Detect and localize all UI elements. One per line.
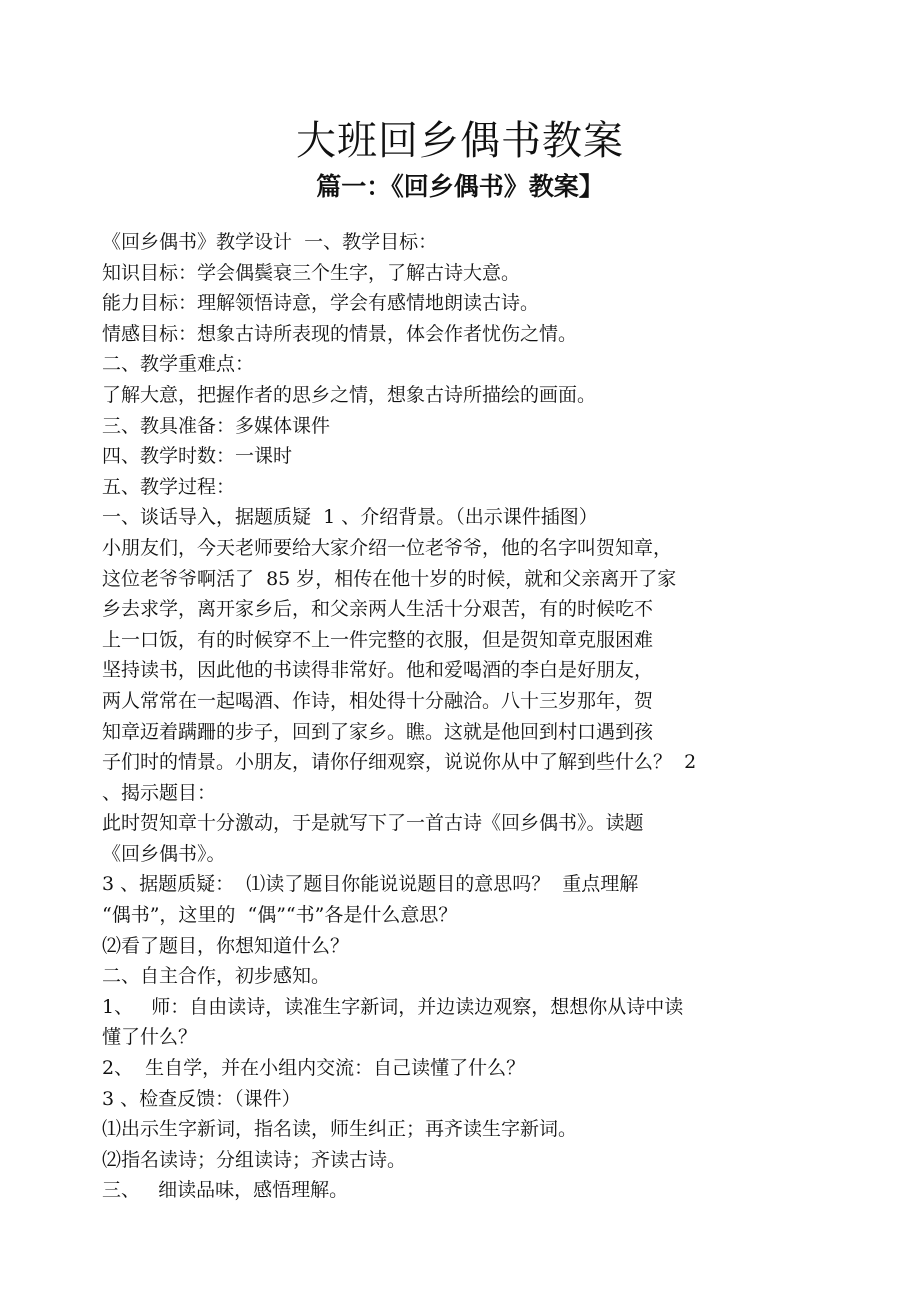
body-line: 小朋友们，今天老师要给大家介绍一位老爷爷，他的名字叫贺知章， <box>102 536 673 559</box>
body-line: 懂了什么？ <box>102 1026 198 1049</box>
body-line: 1、 师：自由读诗，读准生字新词，并边读边观察，想想你从诗中读 <box>102 995 684 1018</box>
body-line: 《回乡偶书》教学设计 一、教学目标： <box>102 231 438 253</box>
body-line: 知识目标：学会偶鬓衰三个生字，了解古诗大意。 <box>102 261 521 284</box>
body-line: 五、教学过程： <box>102 475 236 498</box>
body-line: 这位老爷爷啊活了 85 岁，相传在他十岁的时候，就和父亲离开了家 <box>102 567 677 590</box>
body-line: 上一口饭，有的时候穿不上一件完整的衣服，但是贺知章克服困难 <box>102 628 654 651</box>
body-line: 知章迈着蹒跚的步子，回到了家乡。瞧。这就是他回到村口遇到孩 <box>102 720 654 743</box>
body-line: 二、自主合作，初步感知。 <box>102 965 331 988</box>
body-line: ⑵看了题目，你想知道什么？ <box>102 934 350 957</box>
body-line: 此时贺知章十分激动，于是就写下了一首古诗《回乡偶书》。读题 <box>102 812 644 835</box>
body-line: ⑴出示生字新词，指名读，师生纠正；再齐读生字新词。 <box>102 1118 578 1141</box>
body-line: 四、教学时数：一课时 <box>102 445 293 468</box>
body-line: 情感目标：想象古诗所表现的情景，体会作者忧伤之情。 <box>102 322 578 345</box>
document-body <box>102 227 822 1206</box>
body-line: 三、 细读品味，感悟理解。 <box>102 1179 349 1202</box>
body-line: 乡去求学，离开家乡后，和父亲两人生活十分艰苦，有的时候吃不 <box>102 598 654 621</box>
body-line: 《回乡偶书》。 <box>102 842 226 865</box>
body-line: 两人常常在一起喝酒、作诗，相处得十分融洽。八十三岁那年，贺 <box>102 689 654 712</box>
body-line: 3 、检查反馈：（课件） <box>102 1087 301 1110</box>
body-line: 、揭示题目： <box>102 781 217 804</box>
document-subtitle: 篇一：《回乡偶书》教案】 <box>316 172 604 201</box>
body-line: ⑵指名读诗；分组读诗；齐读古诗。 <box>102 1148 407 1171</box>
body-line: 能力目标：理解领悟诗意，学会有感情地朗读古诗。 <box>102 292 540 315</box>
body-line: 二、教学重难点： <box>102 353 255 376</box>
body-line: 一、谈话导入，据题质疑 1 、介绍背景。（出示课件插图） <box>102 506 598 529</box>
document-title: 大班回乡偶书教案 <box>296 118 624 164</box>
body-line: 2、 生自学，并在小组内交流：自己读懂了什么？ <box>102 1057 526 1080</box>
body-line: 子们时的情景。小朋友，请你仔细观察，说说你从中了解到些什么？ 2 <box>102 751 697 774</box>
body-line: 了解大意，把握作者的思乡之情，想象古诗所描绘的画面。 <box>102 383 597 406</box>
body-line: 3 、据题质疑： ⑴读了题目你能说说题目的意思吗？ 重点理解 <box>102 873 639 896</box>
body-line: 三、教具准备：多媒体课件 <box>102 414 331 437</box>
body-line: 坚持读书，因此他的书读得非常好。他和爱喝酒的李白是好朋友， <box>102 659 654 682</box>
body-line: “偶书”，这里的 “偶”“书”各是什么意思？ <box>102 904 458 927</box>
